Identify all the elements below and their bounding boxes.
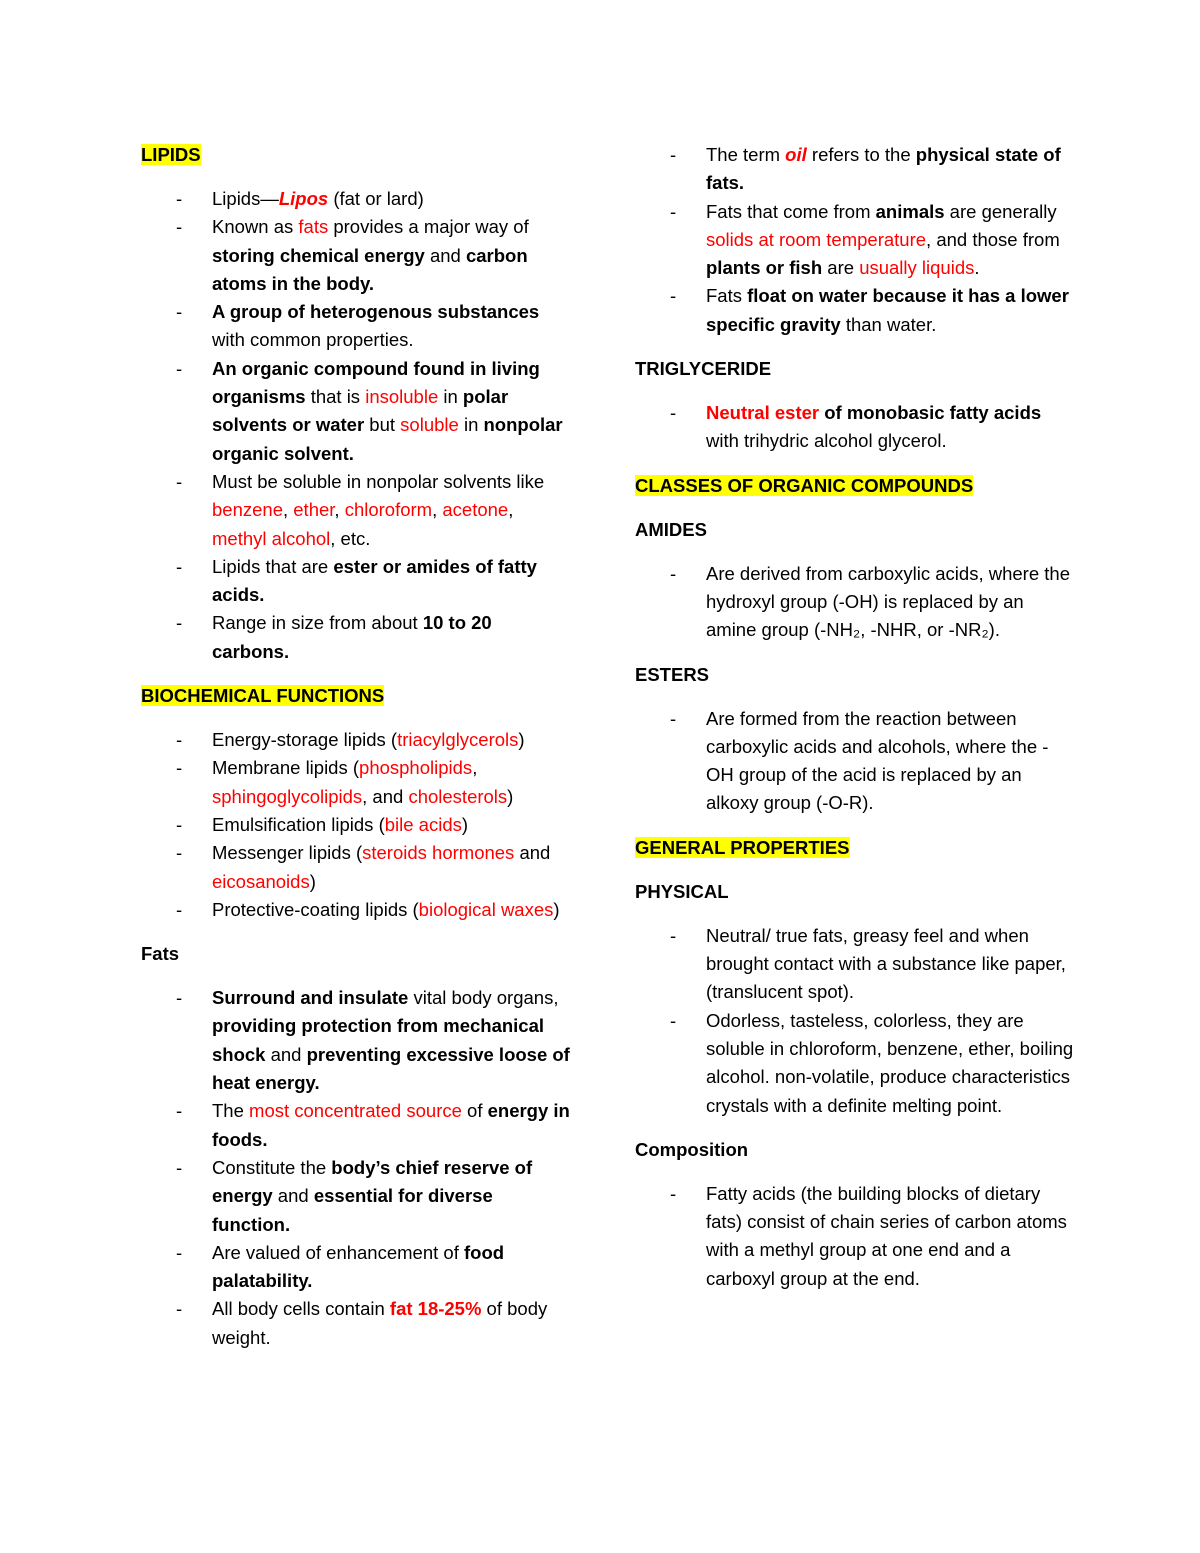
text-run: All body cells contain [212, 1298, 390, 1320]
oil-list [635, 141, 1075, 339]
text-run: Protective-coating lipids ( [212, 898, 419, 920]
text-run: The [212, 1100, 250, 1122]
physical-list [635, 922, 1075, 1120]
general-properties-heading: GENERAL PROPERTIES [635, 836, 850, 858]
text-run: , and [362, 785, 409, 807]
text-run: phospholipids [359, 757, 473, 779]
text-run: animals [875, 200, 945, 222]
text-run: usually liquids [859, 257, 975, 279]
text-run: food palatability. [212, 1241, 505, 1292]
text-run: most concentrated source [249, 1100, 462, 1122]
text-run: Membrane lipids ( [212, 757, 360, 779]
text-run: and [272, 1185, 314, 1207]
text-run: A group of heterogenous substances [212, 301, 540, 323]
classes-heading: CLASSES OF ORGANIC COMPOUNDS [635, 474, 974, 496]
text-run: Energy-storage lipids ( [212, 729, 398, 751]
list-item [635, 1180, 1075, 1293]
text-run: eicosanoids [212, 870, 310, 892]
list-item [141, 896, 571, 924]
text-run: acetone [442, 499, 509, 521]
text-run: cholesterols [408, 785, 508, 807]
text-run: nonpolar organic solvent. [212, 414, 563, 464]
list-item [141, 1295, 571, 1352]
text-run: than water. [840, 313, 937, 335]
esters-list [635, 705, 1075, 818]
composition-list [635, 1180, 1075, 1293]
list-item [141, 609, 571, 666]
text-run: Must be soluble in nonpolar solvents like [212, 470, 545, 492]
list-item [635, 922, 1075, 1007]
text-run: bile acids [384, 813, 462, 835]
physical-heading: PHYSICAL [635, 880, 729, 902]
text-run: . [974, 257, 980, 279]
lipids-list [141, 185, 571, 666]
text-run: ester or amides of fatty acids. [212, 555, 537, 606]
text-run: preventing excessive loose of heat energy. [212, 1043, 570, 1094]
text-run: essential for diverse function. [212, 1185, 493, 1235]
text-run: in [458, 414, 484, 436]
composition-heading: Composition [635, 1138, 749, 1160]
text-run: Odorless, tasteless, colorless, they are soluble in chloroform, benzene, ether, boiling alcohol. non-volatile, produce characteristics crystals with a definite melting point. [706, 1009, 1074, 1116]
text-run: Are valued of enhancement of [212, 1241, 464, 1263]
text-run: Surround and insulate [212, 987, 409, 1009]
text-run: Are derived from carboxylic acids, where the hydroxyl group (-OH) is replaced by an amine group (-NH₂, -NHR, or -NR₂). [706, 562, 1070, 641]
text-run: , [334, 499, 345, 521]
text-run: are generally [944, 200, 1057, 222]
fats-heading: Fats [141, 943, 180, 965]
text-run: but [364, 414, 401, 436]
text-run: The term [706, 144, 786, 165]
text-run: Lipids— [212, 188, 279, 209]
text-run: Fats [706, 285, 748, 307]
list-item [141, 553, 571, 610]
text-run: , etc. [330, 527, 371, 549]
text-run: , [508, 499, 514, 521]
text-run: benzene [212, 499, 283, 521]
right-column [635, 141, 1075, 1293]
text-run: are [822, 257, 860, 279]
list-item [141, 355, 571, 468]
biochemical-functions-heading: BIOCHEMICAL FUNCTIONS [141, 685, 385, 707]
text-run: Neutral ester [706, 402, 820, 424]
text-run: , and those from [926, 228, 1060, 250]
text-run: insoluble [365, 386, 439, 408]
text-run: ) [507, 785, 514, 807]
text-run: fats [298, 216, 329, 238]
text-run: Neutral/ true fats, greasy feel and when brought contact with a substance like paper, (translucent spot). [706, 924, 1066, 1003]
amides-heading: AMIDES [635, 518, 707, 540]
text-run: triacylglycerols [397, 729, 519, 751]
text-run: ) [553, 898, 560, 920]
text-run: and [514, 842, 551, 864]
list-item [141, 754, 571, 811]
text-run: ) [518, 729, 525, 751]
esters-heading: ESTERS [635, 663, 710, 685]
text-run: and [424, 244, 466, 266]
text-run: of monobasic fatty acids [824, 402, 1042, 424]
biochemical-functions-list [141, 726, 571, 924]
text-run: storing chemical energy [212, 244, 425, 266]
text-run: Fats that come from [706, 200, 876, 222]
text-run: An organic compound found in living organisms [212, 357, 540, 408]
text-run: float on water because it has a lower specific gravity [706, 285, 1069, 335]
list-item [635, 282, 1075, 339]
text-run: oil [785, 144, 807, 165]
list-item [635, 1007, 1075, 1120]
text-run: , [472, 757, 478, 779]
list-item [635, 141, 1075, 198]
triglyceride-heading: TRIGLYCERIDE [635, 358, 772, 380]
text-run: polar solvents or water [212, 386, 509, 436]
text-run: Lipos [278, 188, 329, 209]
list-item [141, 726, 571, 754]
fats-list [141, 984, 571, 1352]
list-item [141, 1239, 571, 1296]
text-run: , [432, 499, 443, 521]
text-run: , [282, 499, 294, 521]
text-run: physical state of fats. [706, 144, 1061, 194]
left-column [141, 141, 571, 1352]
list-item [635, 560, 1075, 645]
text-run: methyl alcohol [212, 527, 331, 549]
list-item [141, 213, 571, 298]
text-run: chloroform [344, 499, 433, 521]
text-run: Emulsification lipids ( [212, 813, 385, 835]
list-item [141, 298, 571, 355]
list-item [141, 984, 571, 1097]
text-run: Lipids that are [212, 555, 334, 577]
text-run: plants or fish [706, 257, 823, 279]
lipids-heading: LIPIDS [141, 144, 201, 165]
text-run: ) [309, 870, 316, 892]
text-run: vital body organs, [408, 987, 559, 1009]
text-run: ether [293, 499, 335, 521]
text-run: steroids hormones [362, 842, 515, 864]
text-run: Messenger lipids ( [212, 842, 363, 864]
text-run: Fatty acids (the building blocks of dietary fats) consist of chain series of carbon atoms with a methyl group at one end and a carboxyl group at the end. [706, 1182, 1067, 1289]
text-run: and [265, 1043, 307, 1065]
text-run: Range in size from about [212, 612, 423, 634]
list-item [141, 1154, 571, 1239]
text-run: with trihydric alcohol glycerol. [706, 430, 947, 452]
text-run: biological waxes [418, 898, 554, 920]
text-run: refers to the [806, 144, 916, 165]
triglyceride-list [635, 399, 1075, 456]
text-run: with common properties. [212, 329, 414, 351]
text-run: Constitute the [212, 1156, 332, 1178]
text-run: providing protection from mechanical shock [212, 1015, 545, 1065]
text-run: that is [305, 386, 366, 408]
text-run: soluble [400, 414, 459, 436]
text-run: fat 18-25% [389, 1298, 482, 1320]
list-item [635, 399, 1075, 456]
list-item [141, 811, 571, 839]
text-run: sphingoglycolipids [212, 785, 363, 807]
text-run: ) [461, 813, 469, 835]
text-run: carbon atoms in the body. [212, 244, 528, 294]
list-item [141, 468, 571, 553]
amides-list [635, 560, 1075, 645]
text-run: (fat or lard) [328, 188, 424, 209]
text-run: of [461, 1100, 488, 1122]
text-run: body’s chief reserve of energy [212, 1156, 533, 1207]
text-run: 10 to 20 carbons. [212, 612, 492, 662]
list-item [141, 1097, 571, 1154]
text-run: of body weight. [212, 1298, 548, 1348]
text-run: Known as [212, 216, 299, 238]
list-item [635, 705, 1075, 818]
text-run: solids at room temperature [706, 228, 927, 250]
list-item [141, 185, 571, 213]
text-run: energy in foods. [212, 1100, 570, 1150]
text-run: provides a major way of [328, 216, 529, 238]
list-item [635, 198, 1075, 283]
text-run: Are formed from the reaction between carboxylic acids and alcohols, where the -OH group of the acid is replaced by an alkoxy group (-O-R). [706, 707, 1049, 814]
text-run: in [438, 386, 463, 408]
list-item [141, 839, 571, 896]
